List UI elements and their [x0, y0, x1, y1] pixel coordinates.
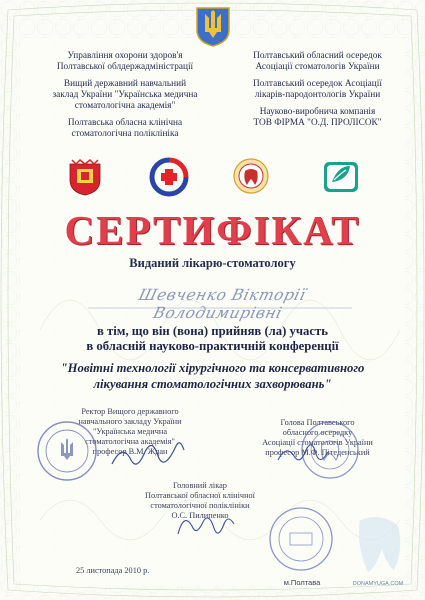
dental-academy-logo	[149, 157, 189, 197]
header-right-org3: Науково-виробнича компанія ТОВ ФІРМА "О.Д. ПРОЛІСОК"	[253, 107, 382, 128]
poltava-coat-of-arms-logo	[66, 158, 104, 196]
polyclinic-seal-stamp	[268, 506, 334, 572]
coat-of-arms-emblem	[195, 6, 231, 48]
header-left-org3: Полтавська обласна клінічна стоматологічна поліклініка	[67, 118, 183, 139]
dentists-association-logo	[232, 157, 270, 195]
signatory-bottom: Головний лікар Полтавської обласної клінічної стоматологічної поліклініки О.С. Пилипенко	[145, 481, 255, 520]
issued-to-label: Виданий лікарю-стоматологу	[129, 256, 296, 270]
header-right-org1: Полтавський обласний осередок Асоціації стоматологів України	[253, 51, 382, 72]
statement-line2: в обласній науково-практичній конференції	[86, 339, 339, 353]
signature-left	[108, 440, 188, 474]
signature-bottom	[172, 508, 242, 544]
header-right-org2: Полтавський осередок Асоціації лікарів-пародонтологів України	[253, 79, 382, 100]
signature-right	[274, 440, 332, 470]
header-right	[225, 51, 410, 135]
footer-site: DONAMYUGA.COM	[352, 581, 404, 587]
signatory-left: Ректор Вищого державного навчального закладу України "Українська медична стоматологічна академія" професор В.М. Ждан	[78, 407, 182, 456]
statement-line1: в тім, що він (вона) прийняв (ла) участь	[97, 324, 328, 338]
signatory-right: Голова Полтавського обласного осередку Асоціації стоматологів України професор М.Ф. Пітеденський	[262, 418, 373, 457]
certificate-title: СЕРТИФІКАТ	[64, 207, 361, 253]
prolisok-company-logo	[322, 158, 360, 196]
footer-city: м.Полтава	[283, 578, 321, 587]
header-left-org1: Управління охорони здоров'я Полтавської облдержадміністрації	[56, 51, 194, 72]
conference-title-line2: лікування стоматологічних захворювань"	[93, 377, 332, 391]
issue-date: 25 листопада 2010 р.	[76, 566, 150, 575]
recipient-name: Шевченко Вікторії Володимирівні	[136, 286, 308, 322]
header-left	[30, 51, 220, 146]
academy-seal-stamp	[36, 420, 98, 482]
conference-title-line1: "Новітні технології хірургічного та консервативного	[60, 361, 365, 375]
header-left-org2: Вищий державний навчальний заклад України "Українська медична стоматологічна академія"	[52, 79, 198, 111]
